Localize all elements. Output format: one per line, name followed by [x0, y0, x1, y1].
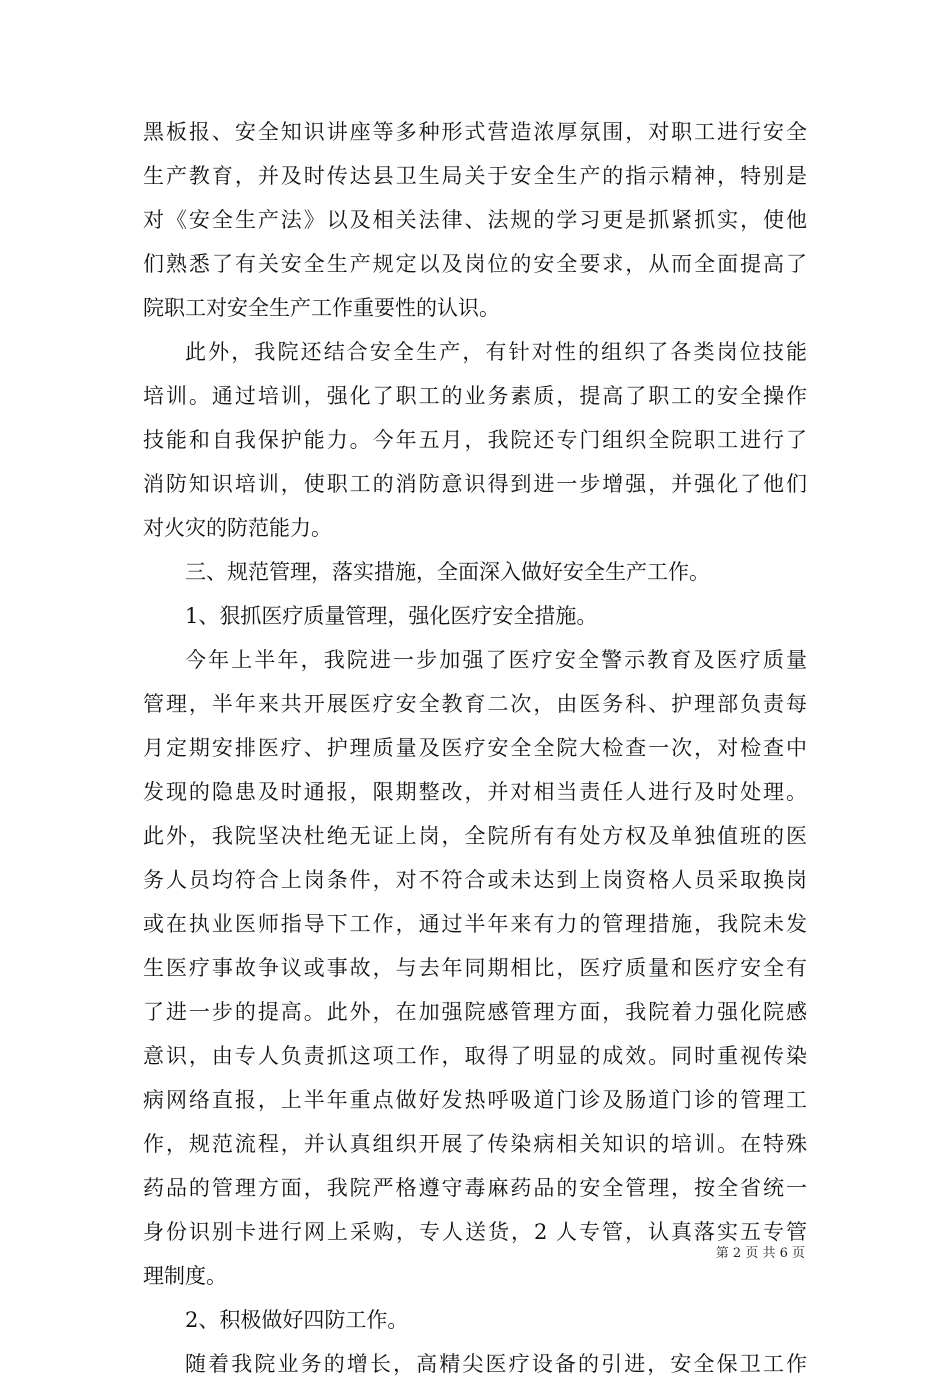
page-number: 第 2 页 共 6 页 — [715, 1246, 805, 1261]
text-line: 消防知识培训，使职工的消防意识得到进一步增强，并强化了他们 — [143, 472, 807, 496]
text-line: 技能和自我保护能力。今年五月，我院还专门组织全院职工进行了 — [143, 428, 807, 452]
text-line: 随着我院业务的增长，高精尖医疗设备的引进，安全保卫工作 — [185, 1352, 807, 1376]
subsection-heading — [143, 1298, 807, 1342]
text-line: 培训。通过培训，强化了职工的业务素质，提高了职工的安全操作 — [143, 384, 807, 408]
text-line: 对《安全生产法》以及相关法律、法规的学习更是抓紧抓实，使他 — [143, 208, 807, 232]
paragraph — [143, 1342, 807, 1386]
text-line: 此外，我院坚决杜绝无证上岗，全院所有有处方权及单独值班的医 — [143, 824, 807, 848]
text-line: 生医疗事故争议或事故，与去年同期相比，医疗质量和医疗安全有 — [143, 956, 807, 980]
paragraph — [143, 330, 807, 550]
text-line: 生产教育，并及时传达县卫生局关于安全生产的指示精神，特别是 — [143, 164, 807, 188]
text-line: 管理，半年来共开展医疗安全教育二次，由医务科、护理部负责每 — [143, 692, 807, 716]
text-line: 三、规范管理，落实措施，全面深入做好安全生产工作。 — [185, 560, 710, 584]
section-heading — [143, 550, 807, 594]
paragraph — [143, 638, 807, 1298]
text-line: 1、狠抓医疗质量管理，强化医疗安全措施。 — [185, 604, 598, 628]
text-line: 对火灾的防范能力。 — [143, 516, 332, 540]
text-line: 此外，我院还结合安全生产，有针对性的组织了各类岗位技能 — [185, 340, 807, 364]
text-line: 发现的隐患及时通报，限期整改，并对相当责任人进行及时处理。 — [143, 780, 807, 804]
paragraph — [143, 110, 807, 330]
text-line: 了进一步的提高。此外，在加强院感管理方面，我院着力强化院感 — [143, 1000, 807, 1024]
text-line: 意识，由专人负责抓这项工作，取得了明显的成效。同时重视传染 — [143, 1044, 807, 1068]
text-line: 院职工对安全生产工作重要性的认识。 — [143, 296, 500, 320]
document-body — [143, 110, 807, 1386]
text-line: 们熟悉了有关安全生产规定以及岗位的安全要求，从而全面提高了 — [143, 252, 807, 276]
text-line: 药品的管理方面，我院严格遵守毒麻药品的安全管理，按全省统一 — [143, 1176, 807, 1200]
text-line: 或在执业医师指导下工作，通过半年来有力的管理措施，我院未发 — [143, 912, 807, 936]
text-line: 身份识别卡进行网上采购，专人送货，2 人专管，认真落实五专管 — [143, 1220, 807, 1244]
text-line: 理制度。 — [143, 1264, 227, 1288]
text-line: 2、积极做好四防工作。 — [185, 1308, 409, 1332]
text-line: 月定期安排医疗、护理质量及医疗安全全院大检查一次，对检查中 — [143, 736, 807, 760]
text-line: 作，规范流程，并认真组织开展了传染病相关知识的培训。在特殊 — [143, 1132, 807, 1156]
subsection-heading — [143, 594, 807, 638]
text-line: 务人员均符合上岗条件，对不符合或未达到上岗资格人员采取换岗 — [143, 868, 807, 892]
text-line: 病网络直报，上半年重点做好发热呼吸道门诊及肠道门诊的管理工 — [143, 1088, 807, 1112]
text-line: 今年上半年，我院进一步加强了医疗安全警示教育及医疗质量 — [185, 648, 807, 672]
text-line: 黑板报、安全知识讲座等多种形式营造浓厚氛围，对职工进行安全 — [143, 120, 807, 144]
